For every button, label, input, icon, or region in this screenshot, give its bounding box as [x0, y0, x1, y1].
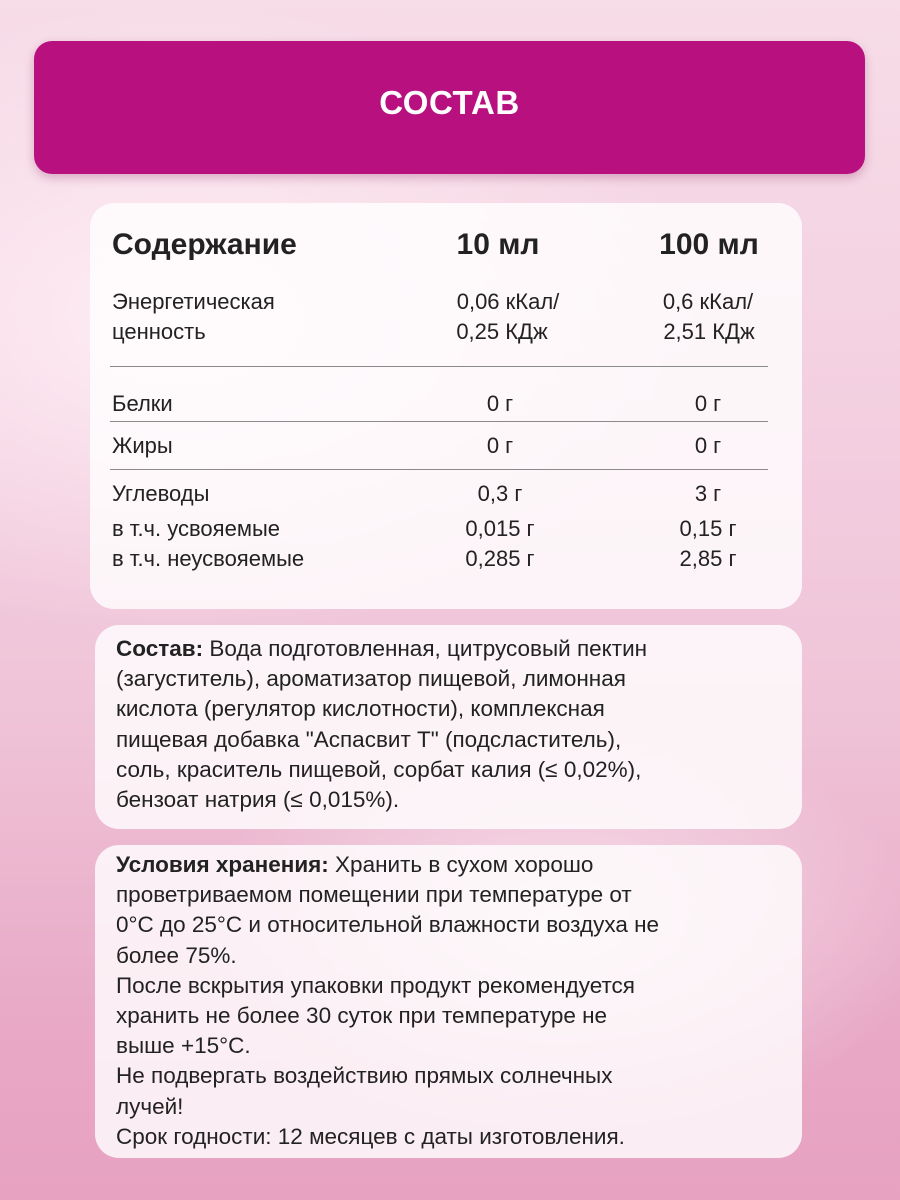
header-content: Содержание — [112, 228, 297, 261]
carbs-100ml: 3 г — [694, 481, 722, 506]
energy-10ml-line2: 0,25 КДж — [456, 319, 548, 344]
carbs-10ml: 0,3 г — [477, 481, 523, 506]
digestible-100ml: 0,15 г — [679, 516, 737, 541]
header-10ml: 10 мл — [456, 228, 540, 261]
storage-text — [116, 850, 796, 1152]
digestible-10ml: 0,015 г — [465, 516, 535, 541]
energy-label-line1: Энергетическая — [112, 289, 275, 314]
table-divider — [110, 366, 768, 367]
table-divider — [110, 469, 768, 470]
header-100ml: 100 мл — [659, 228, 759, 261]
storage-line: Срок годности: 12 месяцев с даты изготовления. — [116, 1123, 625, 1149]
composition-line — [116, 634, 796, 664]
page-title: СОСТАВ — [379, 83, 520, 121]
storage-line: выше +15°С. — [116, 1033, 251, 1059]
fat-label: Жиры — [112, 433, 173, 458]
protein-100ml: 0 г — [694, 391, 722, 416]
composition-line: кислота (регулятор кислотности), комплексная — [116, 696, 605, 722]
storage-line: проветриваемом помещении при температуре от — [116, 882, 632, 908]
fat-100ml: 0 г — [694, 433, 722, 458]
composition-line: бензоат натрия (≤ 0,015%). — [116, 787, 400, 813]
fat-10ml: 0 г — [486, 433, 514, 458]
storage-line: После вскрытия упаковки продукт рекомендуется — [116, 972, 635, 998]
table-divider — [110, 421, 768, 422]
storage-line: Не подвергать воздействию прямых солнечных — [116, 1063, 613, 1089]
title-banner — [34, 41, 865, 174]
storage-line — [116, 850, 796, 880]
composition-text — [116, 634, 796, 815]
composition-line: пищевая добавка "Аспасвит Т" (подсластитель), — [116, 726, 622, 752]
composition-line-text: Вода подготовленная, цитрусовый пектин — [203, 636, 648, 661]
composition-label: Состав: — [116, 636, 204, 661]
indigestible-100ml: 2,85 г — [679, 546, 737, 571]
digestible-label: в т.ч. усвояемые — [112, 516, 280, 541]
indigestible-label: в т.ч. неусвояемые — [112, 546, 305, 571]
carbs-label: Углеводы — [112, 481, 210, 506]
indigestible-10ml: 0,285 г — [465, 546, 535, 571]
storage-line: более 75%. — [116, 942, 237, 968]
storage-label: Условия хранения: — [116, 852, 329, 877]
storage-line-text: Хранить в сухом хорошо — [328, 852, 594, 877]
protein-label: Белки — [112, 391, 173, 416]
storage-line: 0°С до 25°С и относительной влажности воздуха не — [116, 912, 660, 938]
energy-100ml-line2: 2,51 КДж — [663, 319, 755, 344]
energy-label-line2: ценность — [112, 319, 206, 344]
composition-line: (загуститель), ароматизатор пищевой, лимонная — [116, 666, 626, 692]
storage-line: хранить не более 30 суток при температуре не — [116, 1003, 608, 1029]
storage-line: лучей! — [116, 1093, 184, 1119]
energy-100ml-line1: 0,6 кКал/ — [662, 289, 754, 314]
energy-10ml-line1: 0,06 кКал/ — [456, 289, 560, 314]
composition-line: соль, краситель пищевой, сорбат калия (≤ 0,02%), — [116, 756, 642, 782]
protein-10ml: 0 г — [486, 391, 514, 416]
